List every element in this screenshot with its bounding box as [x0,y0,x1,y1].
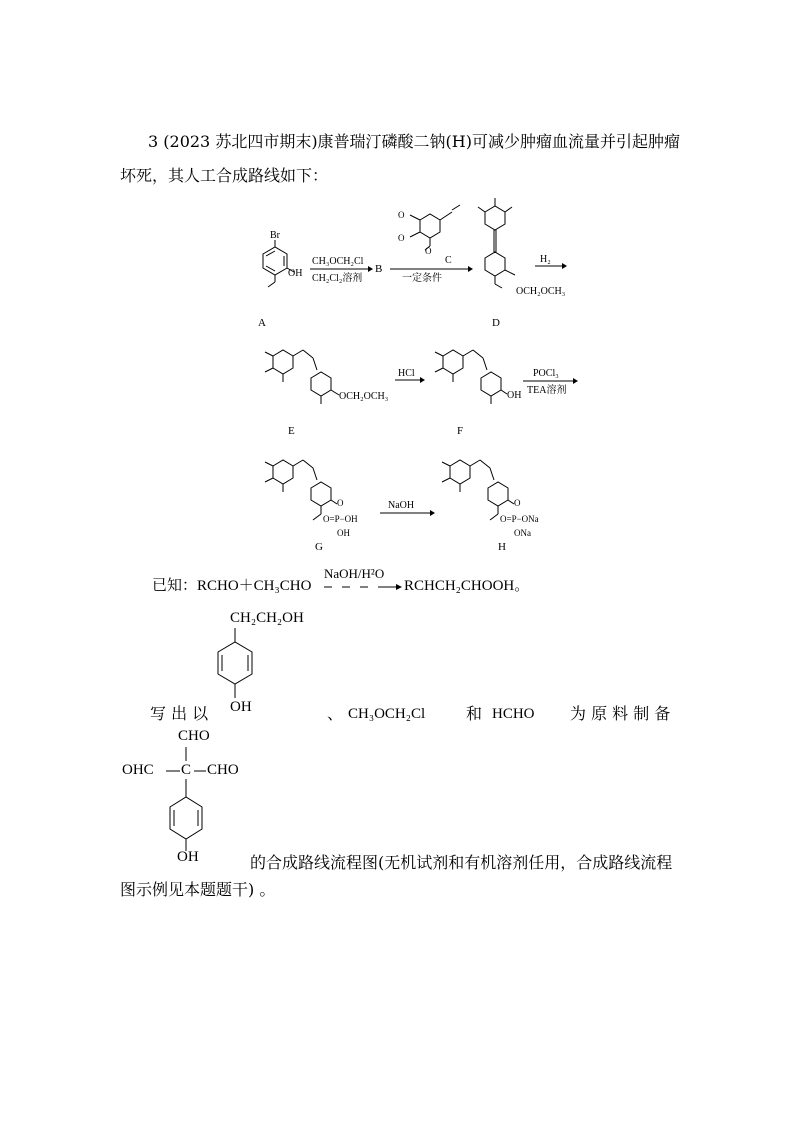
known-prefix: 已知：RCHO＋CH₃CHO [152,578,312,594]
scheme-row-2 [255,338,585,438]
sm-oh: OH [230,699,252,715]
compound-e-label: E [288,425,295,437]
compound-a-ring [263,240,294,287]
known-arrow [322,583,402,591]
starting-material-ring [210,628,260,700]
compound-a-oh: OH [288,268,303,279]
step2-condition: 一定条件 [402,273,442,284]
compound-h-o: O [514,498,521,508]
compound-g-structure [265,460,337,520]
task-reagent-1: CH₃OCH₂Cl [348,706,426,722]
step5-solvent: TEA溶剂 [527,385,567,396]
step3-reagent: H₂ [540,254,551,265]
compound-e-structure [265,350,339,404]
task-reagent-2: HCHO [492,706,535,722]
compound-f-label: F [457,425,464,437]
compound-h-ona: ONa [514,528,531,538]
target-cho-right: CHO [207,762,239,778]
compound-g-group: O=P−OH [323,514,358,524]
step1-solvent: CH₂Cl₂溶剂 [312,273,363,284]
compound-c-structure [410,205,460,250]
compound-f-oh: OH [507,390,522,401]
task-and: 和 [466,704,483,723]
target-cho-left: OHC [122,762,154,778]
compound-e-group: OCH₂OCH₃ [339,391,389,402]
target-center-c: C [181,762,192,778]
c-methoxy-2: O [398,233,405,243]
known-condition: NaOH/H²O [324,566,385,581]
step2-reagent: C [445,255,452,266]
target-oh: OH [177,849,199,865]
step4-reagent: HCl [398,368,415,379]
sm-side-chain: CH₂CH₂OH [230,610,304,626]
step1-reagent: CH₃OCH₂Cl [312,256,364,267]
known-product: RCHCH₂CHOOH。 [404,578,530,594]
c-methoxy-1: O [398,210,405,220]
scheme-row-1 [230,190,590,335]
compound-b-label: B [375,263,383,275]
question-line-1: 3 (2023 苏北四市期末)康普瑞汀磷酸二钠(H)可减少肿瘤血流量并引起肿瘤 [148,132,680,151]
compound-h-group: O=P−ONa [500,514,539,524]
target-cho-top: CHO [178,728,210,744]
compound-g-label: G [315,541,323,553]
compound-d-label: D [492,317,500,329]
compound-f-structure [435,350,507,404]
question-line-2: 坏死，其人工合成路线如下： [120,166,329,185]
compound-g-o: O [337,498,344,508]
task-tail-2: 图示例见本题题干) 。 [120,880,276,899]
compound-a-label: A [258,317,266,329]
step5-reagent: POCl₃ [533,368,559,379]
compound-a-br: Br [270,230,280,241]
compound-h-structure [442,460,514,520]
target-structure [150,745,240,853]
compound-d-structure [478,198,515,288]
task-write: 写 出 以 [150,704,209,723]
scheme-row-3 [255,448,575,558]
task-to-make: 为 原 料 制 备 [570,704,671,723]
compound-d-group: OCH₂OCH₃ [516,286,566,297]
task-tail-1: 的合成路线流程图(无机试剂和有机溶剂任用，合成路线流程 [250,853,673,872]
task-sep: 、 [327,704,344,723]
compound-h-label: H [498,541,506,553]
step6-reagent: NaOH [388,500,415,511]
c-methoxy-3: O [425,246,432,256]
compound-g-oh: OH [337,528,350,538]
